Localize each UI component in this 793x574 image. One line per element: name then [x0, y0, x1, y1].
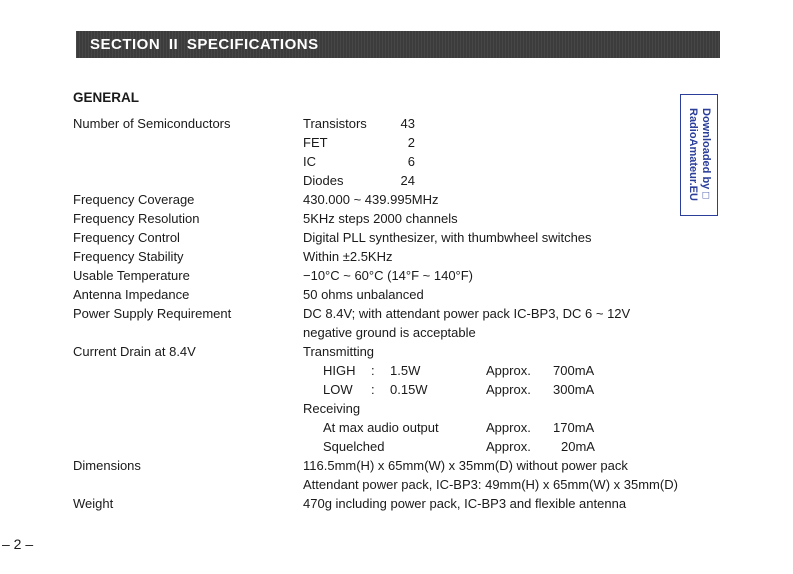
semiconductor-name: Transistors — [303, 116, 367, 131]
tx-mode: HIGH — [323, 363, 356, 378]
page-number: – 2 – — [2, 536, 34, 552]
antenna-impedance-label: Antenna Impedance — [73, 287, 190, 302]
semiconductor-count: 43 — [400, 116, 415, 131]
frequency-stability-label: Frequency Stability — [73, 249, 184, 264]
section-header-bar — [76, 31, 720, 58]
semiconductor-name: IC — [303, 154, 316, 169]
rx-approx: Approx. — [486, 420, 531, 435]
tx-power: 0.15W — [390, 382, 428, 397]
tx-current: 300mA — [553, 382, 595, 397]
dimensions-label: Dimensions — [73, 458, 141, 473]
power-supply-value-cont: negative ground is acceptable — [303, 325, 476, 340]
watermark-text: Downloaded by□ RadioAmateur.EU — [687, 108, 712, 202]
power-supply-label: Power Supply Requirement — [73, 306, 232, 321]
frequency-coverage-value: 430.000 ~ 439.995MHz — [303, 192, 439, 207]
rx-condition: At max audio output — [323, 420, 439, 435]
frequency-control-label: Frequency Control — [73, 230, 180, 245]
antenna-impedance-value: 50 ohms unbalanced — [303, 287, 424, 302]
semiconductor-count: 2 — [407, 135, 415, 150]
semiconductor-count: 6 — [407, 154, 415, 169]
tx-separator: : — [371, 363, 375, 378]
rx-condition: Squelched — [323, 439, 385, 454]
frequency-stability-value: Within ±2.5KHz — [303, 249, 393, 264]
frequency-resolution-label: Frequency Resolution — [73, 211, 200, 226]
rx-current: 170mA — [553, 420, 595, 435]
current-drain-label: Current Drain at 8.4V — [73, 344, 196, 359]
semiconductor-name: Diodes — [303, 173, 344, 188]
tx-approx: Approx. — [486, 363, 531, 378]
download-watermark-stamp — [680, 94, 718, 216]
rx-current: 20mA — [561, 439, 595, 454]
rx-approx: Approx. — [486, 439, 531, 454]
tx-separator: : — [371, 382, 375, 397]
frequency-resolution-value: 5KHz steps 2000 channels — [303, 211, 458, 226]
dimensions-value-cont: Attendant power pack, IC-BP3: 49mm(H) x 65mm(W) x 35mm(D) — [303, 477, 678, 492]
dimensions-value: 116.5mm(H) x 65mm(W) x 35mm(D) without power pack — [303, 458, 628, 473]
tx-current: 700mA — [553, 363, 595, 378]
tx-mode: LOW — [323, 382, 353, 397]
semiconductor-count: 24 — [400, 173, 415, 188]
power-supply-value: DC 8.4V; with attendant power pack IC-BP3, DC 6 ~ 12V — [303, 306, 631, 321]
general-heading: GENERAL — [73, 90, 140, 105]
semiconductors-label: Number of Semiconductors — [73, 116, 231, 131]
receiving-heading: Receiving — [303, 401, 361, 416]
semiconductor-name: FET — [303, 135, 328, 150]
usable-temperature-label: Usable Temperature — [73, 268, 190, 283]
frequency-control-value: Digital PLL synthesizer, with thumbwheel switches — [303, 230, 592, 245]
transmitting-heading: Transmitting — [303, 344, 375, 359]
weight-label: Weight — [73, 496, 114, 511]
frequency-coverage-label: Frequency Coverage — [73, 192, 195, 207]
weight-value: 470g including power pack, IC-BP3 and flexible antenna — [303, 496, 627, 511]
section-title: SECTION II SPECIFICATIONS — [90, 36, 319, 53]
usable-temperature-value: −10°C ~ 60°C (14°F ~ 140°F) — [303, 268, 474, 283]
tx-power: 1.5W — [390, 363, 421, 378]
tx-approx: Approx. — [486, 382, 531, 397]
